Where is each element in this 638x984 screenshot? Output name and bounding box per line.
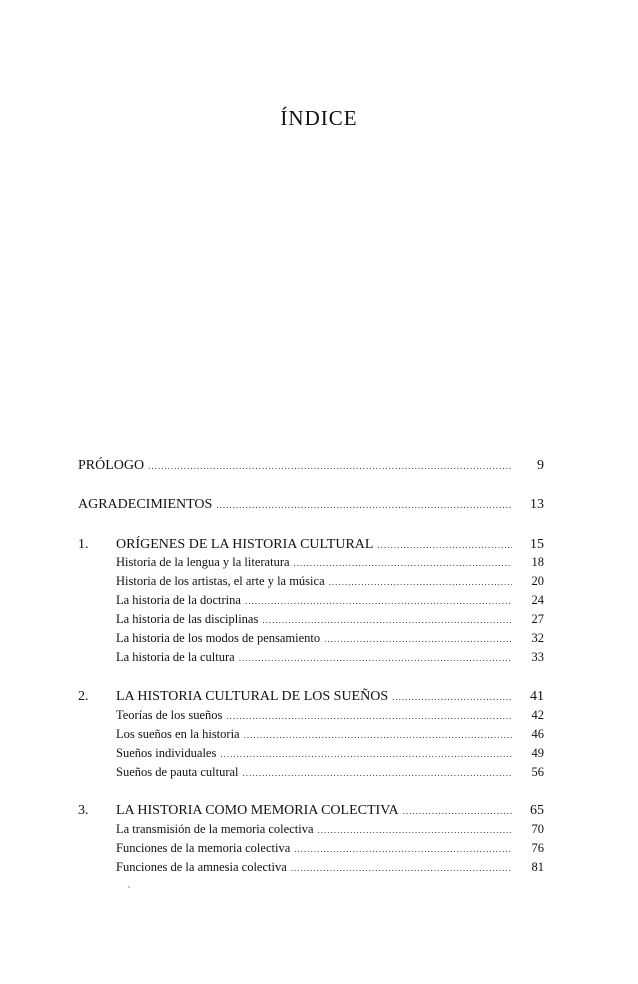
toc-entry-label: Teorías de los sueños: [116, 708, 223, 722]
dot-leader: [318, 825, 513, 835]
toc-page-number: 15: [530, 537, 544, 552]
toc-section: [78, 574, 544, 592]
toc-page-number: 49: [531, 746, 544, 760]
toc-page-number: 32: [531, 631, 544, 645]
toc-page-number: 24: [531, 593, 544, 607]
toc-page-number: 9: [537, 458, 544, 473]
chapter-number: 3.: [78, 803, 89, 818]
dot-leader: [324, 634, 512, 644]
toc-entry-label: La historia de las disciplinas: [116, 612, 259, 626]
toc-entry-label: La transmisión de la memoria colectiva: [116, 822, 314, 836]
dot-leader: [244, 730, 512, 740]
toc-page-number: 27: [531, 612, 544, 626]
scan-speck: [128, 886, 130, 888]
toc-page-number: 70: [531, 822, 544, 836]
dot-leader: [243, 768, 512, 778]
toc-entry-label: Sueños individuales: [116, 746, 217, 760]
dot-leader: [291, 863, 512, 873]
toc-page-number: 18: [531, 555, 544, 569]
toc-page-number: 81: [531, 860, 544, 874]
toc-section: [78, 822, 544, 840]
toc-section: [78, 555, 544, 573]
toc-entry-label: Historia de los artistas, el arte y la música: [116, 574, 325, 588]
toc-section: [78, 841, 544, 859]
toc-entry-label: Funciones de la amnesia colectiva: [116, 860, 287, 874]
toc-section: [78, 631, 544, 649]
toc-page-number: 33: [531, 650, 544, 664]
toc-section: [78, 593, 544, 611]
toc-section: [78, 650, 544, 668]
toc-page-number: 13: [530, 497, 544, 512]
toc-entry-agradecimientos: [78, 497, 544, 515]
toc-chapter-1: [78, 537, 544, 555]
toc-page-number: 46: [531, 727, 544, 741]
toc-entry-label: Sueños de pauta cultural: [116, 765, 239, 779]
toc-page-number: 76: [531, 841, 544, 855]
toc-entry-label: PRÓLOGO: [78, 458, 145, 473]
chapter-number: 1.: [78, 537, 89, 552]
toc-entry-label: ORÍGENES DE LA HISTORIA CULTURAL: [116, 537, 374, 552]
toc-entry-label: La historia de la cultura: [116, 650, 235, 664]
dot-leader: [226, 711, 512, 721]
toc-entry-label: La historia de los modos de pensamiento: [116, 631, 321, 645]
toc-page-number: 42: [531, 708, 544, 722]
toc-section: [78, 860, 544, 878]
toc-entry-label: Funciones de la memoria colectiva: [116, 841, 291, 855]
toc-section: [78, 727, 544, 745]
dot-leader: [294, 558, 512, 568]
dot-leader: [245, 596, 512, 606]
toc-page-number: 41: [530, 689, 544, 704]
toc-page-number: 65: [530, 803, 544, 818]
dot-leader: [220, 749, 512, 759]
toc-section: [78, 765, 544, 783]
dot-leader: [216, 500, 512, 510]
dot-leader: [403, 806, 512, 816]
page-title: ÍNDICE: [280, 106, 358, 130]
dot-leader: [148, 461, 512, 471]
toc-section: [78, 612, 544, 630]
toc-entry-label: Historia de la lengua y la literatura: [116, 555, 290, 569]
dot-leader: [294, 844, 512, 854]
dot-leader: [329, 577, 512, 587]
chapter-number: 2.: [78, 689, 89, 704]
toc-chapter-3: [78, 803, 544, 821]
toc-entry-label: LA HISTORIA COMO MEMORIA COLECTIVA: [116, 803, 399, 818]
dot-leader: [262, 615, 512, 625]
toc-entry-label: LA HISTORIA CULTURAL DE LOS SUEÑOS: [116, 689, 389, 704]
toc-entry-label: Los sueños en la historia: [116, 727, 240, 741]
toc-page-number: 20: [531, 574, 544, 588]
toc-entry-label: AGRADECIMIENTOS: [78, 497, 213, 512]
toc-entry-prologo: [78, 458, 544, 476]
toc-chapter-2: [78, 689, 544, 707]
dot-leader: [239, 653, 512, 663]
toc-entry-label: La historia de la doctrina: [116, 593, 241, 607]
dot-leader: [377, 540, 512, 550]
dot-leader: [392, 692, 512, 702]
toc-page-number: 56: [531, 765, 544, 779]
toc-section: [78, 746, 544, 764]
toc-section: [78, 708, 544, 726]
